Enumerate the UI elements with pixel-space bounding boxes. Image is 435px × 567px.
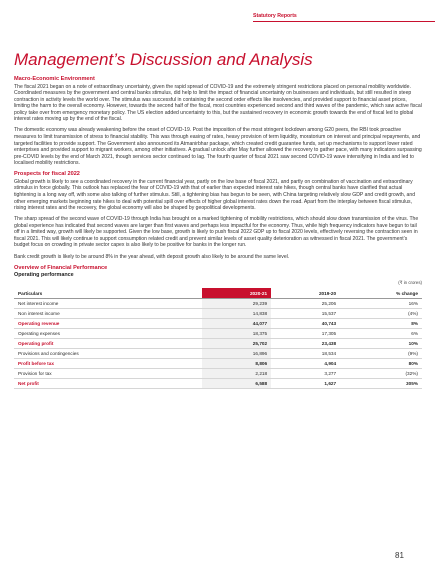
row-value-2020-21: 14,838 [202, 308, 271, 318]
page-number: 81 [395, 551, 404, 560]
row-label: Provisions and contingencies [14, 348, 202, 358]
row-label: Net interest income [14, 298, 202, 308]
table-row [14, 308, 422, 318]
row-value-2020-21: 25,702 [202, 338, 271, 348]
row-value-2019-20: 1,627 [271, 378, 340, 388]
col-header-current-year: 2020-21 [202, 288, 271, 298]
row-value-2019-20: 4,904 [271, 358, 340, 368]
page-title: Management’s Discussion and Analysis [14, 50, 313, 69]
row-label: Operating expenses [14, 328, 202, 338]
row-value-2020-21: 8,806 [202, 358, 271, 368]
table-row [14, 298, 422, 308]
prospects-heading: Prospects for fiscal 2022 [14, 171, 80, 178]
table-header-row [14, 288, 422, 298]
row-value-2020-21: 29,239 [202, 298, 271, 308]
main-content [14, 76, 422, 389]
row-label: Provision for tax [14, 368, 202, 378]
table-row [14, 358, 422, 368]
row-value-2019-20: 25,206 [271, 298, 340, 308]
prospects-paragraph-3: Bank credit growth is likely to be around 8% in the year ahead, with deposit growth also likely to be around the same level. [14, 253, 290, 260]
table-row [14, 378, 422, 388]
row-label: Operating profit [14, 338, 202, 348]
units-note: (₹ in crores) [398, 280, 422, 286]
table-row [14, 318, 422, 328]
table-row [14, 338, 422, 348]
row-value-2019-20: 23,438 [271, 338, 340, 348]
operating-performance-subheading: Operating performance [14, 272, 74, 279]
macro-heading: Macro-Economic Environment [14, 76, 95, 82]
header-rule [253, 21, 435, 22]
section-tag: Statutory Reports [253, 13, 297, 19]
row-value-2020-21: 18,375 [202, 328, 271, 338]
overview-heading: Overview of Financial Performance [14, 264, 108, 271]
row-value-2020-21: 2,218 [202, 368, 271, 378]
row-value-2020-21: 44,077 [202, 318, 271, 328]
row-change: 8% [340, 318, 422, 328]
row-label: Operating revenue [14, 318, 202, 328]
row-change: 16% [340, 298, 422, 308]
table-row [14, 328, 422, 338]
row-label: Profit before tax [14, 358, 202, 368]
row-label: Non interest income [14, 308, 202, 318]
row-value-2019-20: 15,537 [271, 308, 340, 318]
row-value-2020-21: 6,588 [202, 378, 271, 388]
macro-paragraph-2: The domestic economy was already weakening before the onset of COVID-19. Post the imposition of the most stringent lockdown among G20 peers, the RBI took proactive measures to limit transmission of stress to financial stability. This was through easing of rates, heavy provision of term liquidity, moratorium on interest and principal repayments, and targeted facilities to provide support. The Government also announced its Atmanirbhar package, which created credit guarantee funds, set up mechanisms to support lower rated enterprises and provided support to migrant workers, among other initiatives. A gradual unlock after May further allowed the recovery to gather pace, with many indicators surpassing pre-COVID levels by the end of March 2021, though services sector continued to lag. The fourth quarter of fiscal 2021 saw second COVID-19 wave intensifying in India and led to localised mobility restrictions. [14, 127, 422, 167]
row-change: 305% [340, 378, 422, 388]
prospects-paragraph-2: The sharp spread of the second wave of COVID-19 through India has brought on a marked tightening of mobility restrictions, which should slow down transmission of the virus. The global experience has indicated that second waves are larger than first waves and perhaps less impactful for the economy. Thus, while high frequency indicators have begun to tail off in a limited way, growth will likely be supported. Given the low base, growth is likely to push fiscal 2022 GDP up to fiscal 2020 levels, effectively reversing the contraction seen in fiscal 2021. This will likely continue to support consumption related credit and prevent similar levels of asset quality deterioration as witnessed in fiscal 2021. The government’s budget focus on crowding in private sector capex is also likely to be positive for banks in the longer run. [14, 216, 419, 249]
row-change: 80% [340, 358, 422, 368]
row-value-2019-20: 40,743 [271, 318, 340, 328]
row-value-2020-21: 16,896 [202, 348, 271, 358]
operating-performance-table [14, 288, 422, 389]
row-value-2019-20: 18,534 [271, 348, 340, 358]
table-row [14, 368, 422, 378]
col-header-change: % change [340, 288, 422, 298]
row-change: (32%) [340, 368, 422, 378]
table-row [14, 348, 422, 358]
row-value-2019-20: 17,305 [271, 328, 340, 338]
row-change: 10% [340, 338, 422, 348]
col-header-particulars: Particulars [14, 288, 202, 298]
row-value-2019-20: 3,277 [271, 368, 340, 378]
col-header-previous-year: 2019-20 [271, 288, 340, 298]
row-change: (9%) [340, 348, 422, 358]
prospects-paragraph-1: Global growth is likely to see a coordinated recovery in the current financial year, partly on the low base of fiscal 2021, and partly on combination of vaccination and extraordinary stimulus in force globally. This outlook has replaced the fear of COVID-19 with that of earlier than expected interest rate hikes, though central banks have clarified that actual tightening is a long way off, with some also talking of further stimulus. Still, a tightening bias has begun to be seen, with China targeting relatively slow GDP and credit growth, and other emerging markets beginning rate hikes to deal with potential spill over effects of higher global interest rates down the road. Apart from the interplay between fiscal stimulus, rising interest rates and the recovery, the global economy will also be shaped by geopolitical developments. [14, 178, 416, 212]
macro-paragraph-1: The fiscal 2021 began on a note of extraordinary uncertainty, given the rapid spread of COVID-19 and the extremely stringent restrictions placed on personal mobility worldwide. Coordinated measures by the government and central banks stimulus, did help to limit the impact of financial uncertainty on businesses and individuals, but still resulted in steep contraction in activity levels the world over. The stimulus was successful in containing the second order effects like insolvencies, and provided support to financial asset prices, limiting the harm to the overall economy. However, towards the second half of the fiscal, most countries experienced second and third waves of the pandemic, which saw active fiscal policy take over from emergency monetary policy. The US election added uncertainty to this, but the sustained recovery in economic growth towards the end of fiscal led to global interest rates moving up by the end of the fiscal. [14, 83, 422, 123]
row-label: Net profit [14, 378, 202, 388]
row-change: (4%) [340, 308, 422, 318]
row-change: 6% [340, 328, 422, 338]
